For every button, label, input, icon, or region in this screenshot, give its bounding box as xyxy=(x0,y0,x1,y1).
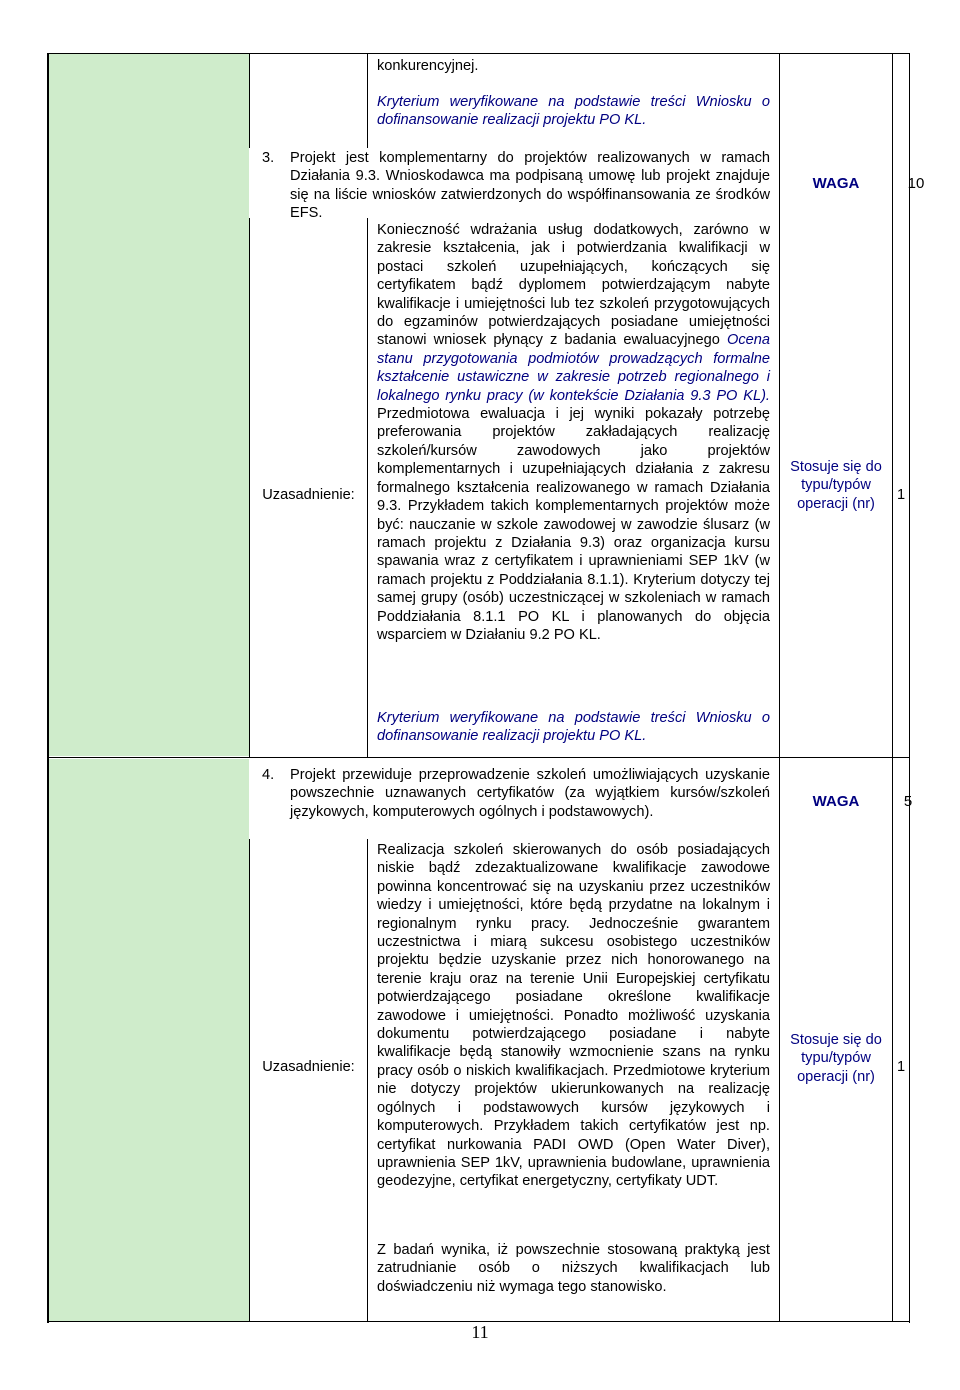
criterion3-verification-top: Kryterium weryfikowane na podstawie treści Wniosku o dofinansowanie realizacji projektu PO KL. xyxy=(377,94,770,129)
criterion3-justification-rest: Przedmiotowa ewaluacja i jej wyniki pokazały potrzebę preferowania projektów zakładających realizację szkoleń/kursów zawodowych jako projektów komplementarnych i uzupełniających działania z zakresu formalnego kształcenia realizowanego w ramach Działania 9.3. Przykładem takich komplementarnych projektów może być: nauczanie w szkole zawodowej w zawodzie ślusarz (w ramach projektu z Działania 9.3) oraz organizacja kursu spawania wraz z certyfikatem i uprawnieniami SEP 1kV (w ramach projektu z Poddziałania 8.1.1). Kryterium dotyczy tej samej grupy (osób) uczestniczącej w szkoleniach w ramach Poddziałania 8.1.1 PO KL i planowanych do objęcia wsparciem w Działaniu 9.2 PO KL. xyxy=(377,406,770,643)
criterion4-applies-value: 1 xyxy=(896,1059,906,1075)
criterion3-verification-bottom: Kryterium weryfikowane na podstawie treści Wniosku o dofinansowanie realizacji projektu PO KL. xyxy=(377,710,770,745)
divider-label-column xyxy=(367,53,368,148)
criterion4-justification-label: Uzasadnienie: xyxy=(262,1059,355,1075)
criterion3-applies-label: Stosuje się do typu/typów operacji (nr) xyxy=(790,459,882,512)
divider-label-column-2 xyxy=(367,218,368,757)
divider-green-column xyxy=(249,53,250,148)
previous-criterion-tail: konkurencyjnej. xyxy=(377,58,479,74)
criterion3-applies-value: 1 xyxy=(896,487,906,503)
criterion4-justification-extra: Z badań wynika, iż powszechnie stosowaną praktyką jest zatrudnianie osób o niższych kwalifikacjach lub doświadczeniu niż wymaga tego stanowisko. xyxy=(377,1242,770,1295)
divider-text-column xyxy=(779,53,780,1322)
criterion4-applies-label: Stosuje się do typu/typów operacji (nr) xyxy=(790,1032,882,1085)
divider-weight-column xyxy=(892,53,893,1322)
criterion4-number: 4. xyxy=(262,767,275,783)
table-border-top xyxy=(47,53,910,54)
criterion4-weight-value: 5 xyxy=(903,793,913,810)
left-column-row3 xyxy=(49,54,249,756)
page-number: 11 xyxy=(471,1322,489,1342)
table-border-right xyxy=(909,53,910,1323)
criterion3-justification xyxy=(377,221,770,644)
divider-green-column-3 xyxy=(249,839,250,1321)
criterion3-justification-plain: Konieczność wdrażania usług dodatkowych, zarówno w zakresie kształcenia, jak i potwierdzania kwalifikacji w postaci szkoleń uzupełniających, kończących się certyfikatem bądź dyplomem potwierdzającym nabyte kwalifikacje i umiejętności lub tez szkoleń przygotowujących do egzaminów potwierdzających posiadane umiejętności stanowi wniosek płynący z badania ewaluacyjnego xyxy=(377,222,770,349)
criterion4-justification: Realizacja szkoleń skierowanych do osób posiadających niskie bądź zdezaktualizowane kwalifikacje zawodowe powinna koncentrować się na uzyskaniu przez uczestników wiedzy i umiejętności, które będą przydatne na lokalnym i regionalnym rynku pracy. Jednocześnie gwarantem uczestnictwa i miarą sukcesu osobistego uczestników projektu będzie uzyskanie przez nich honorowanego na terenie kraju oraz na terenie Unii Europejskiej certyfikatu potwierdzającego posiadane określone kwalifikacje zawodowe i umiejętności. Ponadto możliwość uzyskania dokumentu potwierdzającego posiadane i nabyte kwalifikacje będą stanowiły wzmocnienie szans na rynku pracy osób o niskich kwalifikacjach. Przedmiotowe kryterium nie dotyczy projektów ukierunkowanych na realizację ogólnych i podstawowych kursów językowych i komputerowych. Przykładem takich certyfikatów jest np. certyfikat nurkowania PADI OWD (Open Water Diver), uprawnienia SEP 1kV, uprawnienia budowlane, uprawnienia geodezyjne, certyfikat energetyczny, certyfikaty UDT. xyxy=(377,842,770,1190)
divider-label-column-3 xyxy=(367,839,368,1321)
criterion4-title: Projekt przewiduje przeprowadzenie szkoleń umożliwiających uzyskanie powszechnie uznawanych certyfikatów (za wyjątkiem kursów/szkoleń językowych, komputerowych ogólnych i podstawowych). xyxy=(290,767,770,820)
criterion4-weight-label: WAGA xyxy=(812,793,860,810)
table-border-left xyxy=(47,53,49,1323)
criterion3-weight-value: 10 xyxy=(907,175,925,192)
criterion3-justification-italic: Ocena stanu przygotowania podmiotów prowadzących formalne kształcenie ustawiczne w zakresie potrzeb regionalnego i lokalnego rynku pracy (w kontekście Działania 9.3 PO KL). xyxy=(377,332,770,404)
criterion3-justification-label: Uzasadnienie: xyxy=(262,487,355,503)
criterion3-number: 3. xyxy=(262,150,275,166)
table-row-divider xyxy=(47,757,910,758)
left-column-row4 xyxy=(49,759,249,1321)
criterion3-title: Projekt jest komplementarny do projektów realizowanych w ramach Działania 9.3. Wnioskodawca ma podpisaną umowę lub projekt znajduje się na liście wniosków zatwierdzonych do współfinansowania ze środków EFS. xyxy=(290,150,770,222)
criterion3-weight-label: WAGA xyxy=(812,175,860,192)
